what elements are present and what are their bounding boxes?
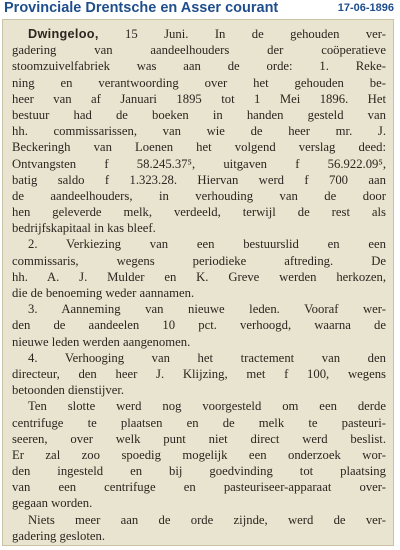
article-line: bedrijfskapitaal in kas bleef. bbox=[12, 221, 156, 236]
article-line: hh. A. J. Mulder en K. Greve werden herkozen, bbox=[12, 269, 386, 284]
newspaper-clipping bbox=[2, 19, 394, 546]
newspaper-title: Provinciale Drentsche en Asser courant bbox=[4, 0, 279, 16]
article-line: heer van af Januari 1895 tot 1 Mei 1896. Het bbox=[12, 91, 386, 106]
article-dateline: Dwingeloo, bbox=[28, 27, 99, 41]
article-line: stoomzuivelfabriek was aan de orde: 1. Reke- bbox=[12, 59, 386, 74]
article-line: gadering gesloten. bbox=[12, 528, 106, 543]
article-line: bestuur had de boeken in handen gesteld van bbox=[12, 107, 386, 122]
article-line: betoonden dienstijver. bbox=[12, 383, 125, 398]
article-line: Ten slotte werd nog voorgesteld om een derde bbox=[28, 399, 386, 414]
article-line: gadering van aandeelhouders der coöperatieve bbox=[12, 43, 386, 58]
clipping-header bbox=[0, 0, 400, 17]
article-line: den ingesteld en bij goedvinding tot plaatsing bbox=[12, 464, 386, 479]
article-line: commissaris, wegens periodieke aftreding. De bbox=[12, 253, 386, 268]
article-text bbox=[12, 26, 386, 544]
article-line: hh. commissarissen, van wie de heer mr. J. bbox=[12, 124, 386, 139]
article-line: 4. Verhooging van het tractement van den bbox=[28, 350, 386, 365]
article-line: nieuwe leden werden aangenomen. bbox=[12, 334, 191, 349]
article-line: 2. Verkiezing van een bestuurslid en een bbox=[28, 237, 386, 252]
article-line: batig saldo f 1.323.28. Hiervan werd f 700 aan bbox=[12, 172, 386, 187]
article-line: centrifuge te plaatsen en de melk te pasteuri- bbox=[12, 415, 386, 430]
article-line: seeren, over welk punt niet direct werd beslist. bbox=[12, 431, 386, 446]
article-line: gegaan worden. bbox=[12, 496, 93, 511]
article-line: de aandeelhouders, in verhouding van de door bbox=[12, 188, 386, 203]
article-line: Ontvangsten f 58.245.37⁵, uitgaven f 56.922.09⁵, bbox=[12, 156, 386, 171]
article-line: die de benoeming weder aannamen. bbox=[12, 286, 195, 300]
article-line: van een centrifuge en pasteuriseer-apparaat over- bbox=[12, 480, 386, 495]
article-line: Er zal zoo spoedig mogelijk een onderzoek wor- bbox=[12, 447, 386, 462]
article-line: ning en verantwoording over het gehouden be- bbox=[12, 75, 386, 90]
article-line: 3. Aanneming van nieuwe leden. Vooraf wer- bbox=[28, 302, 386, 317]
article-line: Beckeringh van Loenen het volgend verslag deed: bbox=[12, 140, 386, 155]
article-line: Dwingeloo, 15 Juni. In de gehouden ver- bbox=[28, 27, 386, 41]
article-line: Niets meer aan de orde zijnde, werd de ver- bbox=[28, 512, 386, 527]
clipping-date: 17-06-1896 bbox=[337, 2, 394, 14]
article-line: hen geleverde melk, verdeeld, terwijl de rest als bbox=[12, 205, 386, 220]
article-line: den de aandeelen 10 pct. verhoogd, waarna de bbox=[12, 318, 386, 333]
article-line: directeur, den heer J. Klijzing, met f 100, wegens bbox=[12, 366, 386, 381]
